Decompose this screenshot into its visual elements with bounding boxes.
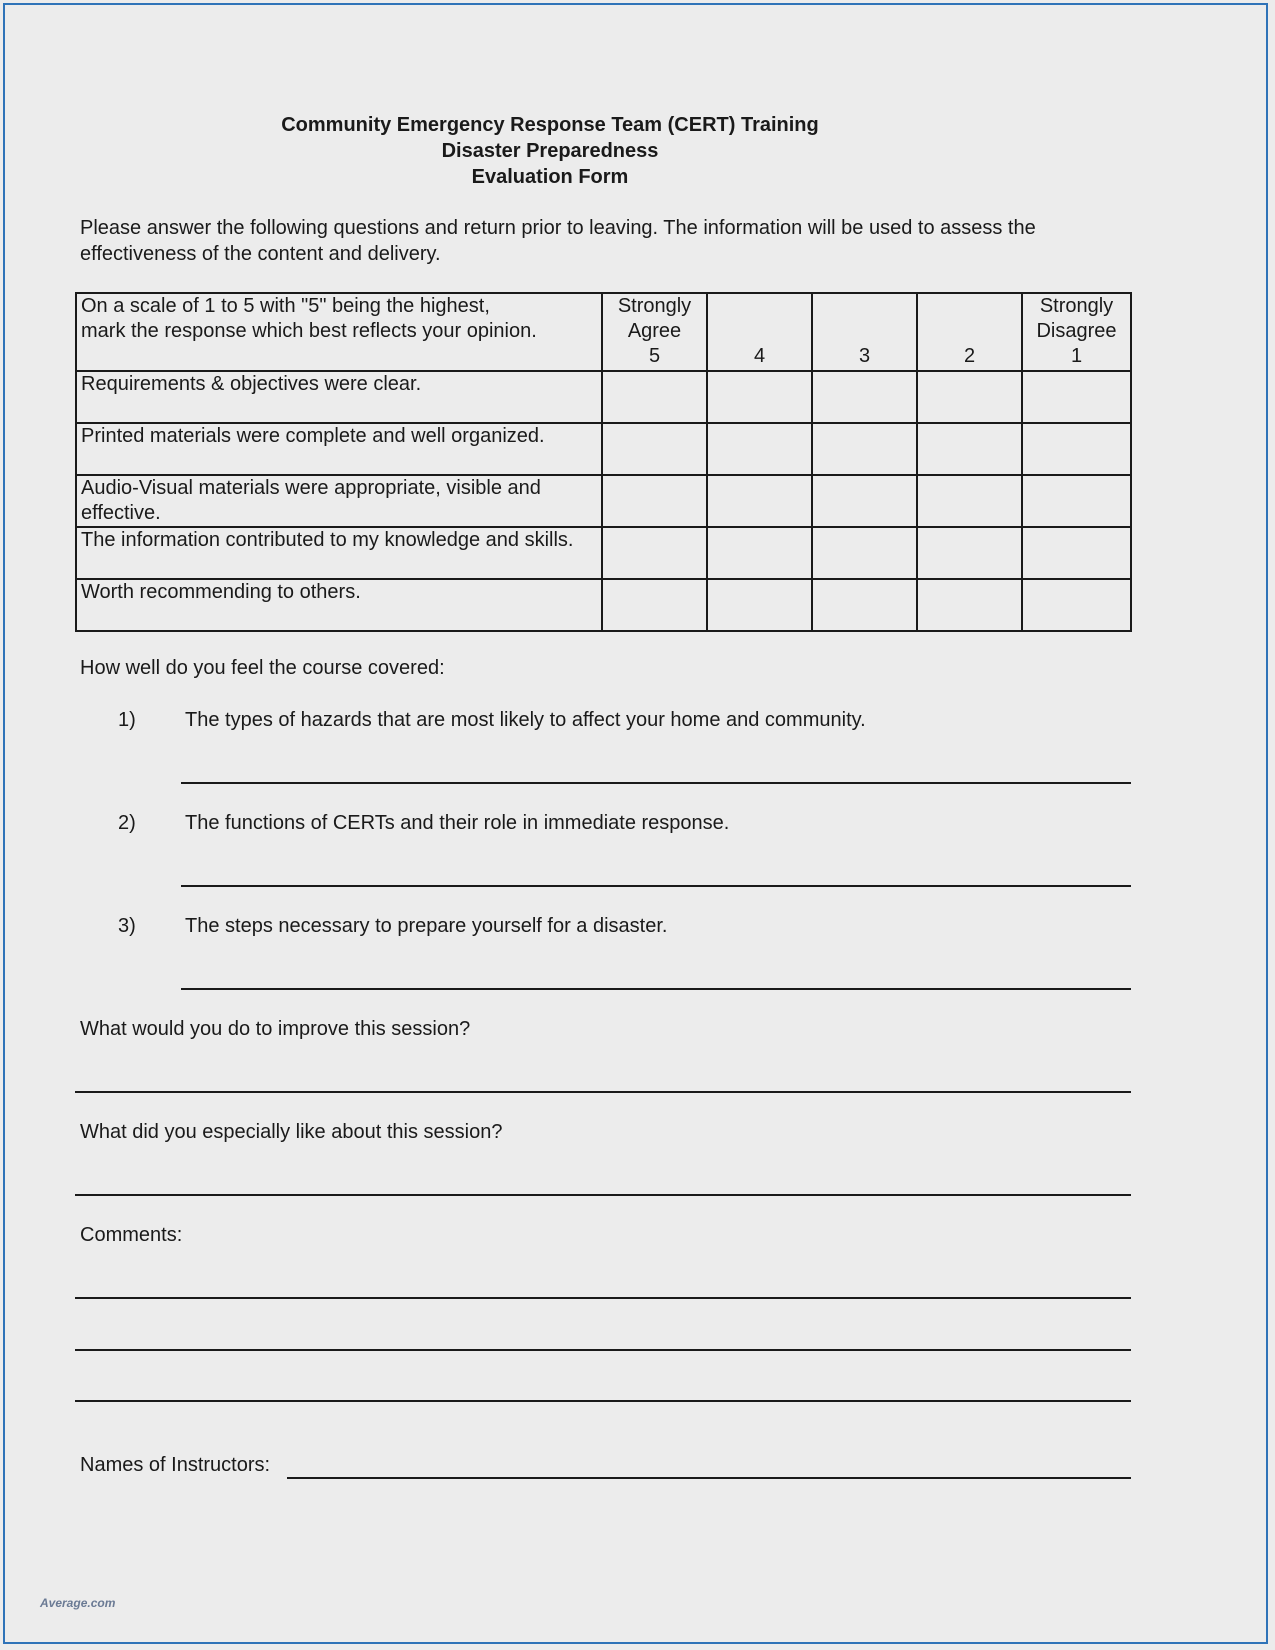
title-line-3: Evaluation Form (471, 166, 629, 188)
item-label: The information contributed to my knowledge and skills. (76, 527, 602, 579)
rating-cell-4[interactable] (707, 423, 812, 475)
instruction-line-2: mark the response which best reflects your opinion. (81, 320, 537, 342)
question-text-3: The steps necessary to prepare yourself for a disaster. (185, 915, 668, 937)
table-row (76, 527, 1131, 579)
improve-answer-line[interactable] (75, 1091, 1131, 1093)
comments-line-2[interactable] (75, 1349, 1131, 1351)
rating-cell-1[interactable] (1022, 527, 1131, 579)
rating-cell-5[interactable] (602, 579, 707, 631)
item-label: Requirements & objectives were clear. (76, 371, 602, 423)
question-number-1: 1) (118, 709, 136, 731)
answer-line-3[interactable] (181, 988, 1131, 990)
instruction-line-1: On a scale of 1 to 5 with "5" being the highest, (81, 295, 490, 317)
intro-text: Please answer the following questions and return prior to leaving. The information will be used to assess the effectiveness of the content and delivery. (80, 217, 1036, 265)
question-number-3: 3) (118, 915, 136, 937)
item-label: Printed materials were complete and well organized. (76, 423, 602, 475)
instructors-label: Names of Instructors: (80, 1454, 271, 1476)
comments-line-1[interactable] (75, 1297, 1131, 1299)
title-line-2: Disaster Preparedness (441, 140, 659, 162)
improve-question: What would you do to improve this session? (80, 1018, 471, 1040)
rating-cell-1[interactable] (1022, 579, 1131, 631)
rating-cell-3[interactable] (812, 527, 917, 579)
rating-cell-1[interactable] (1022, 371, 1131, 423)
title-line-1: Community Emergency Response Team (CERT) Training (281, 114, 819, 136)
rating-cell-4[interactable] (707, 371, 812, 423)
watermark-logo: Average.com (40, 1596, 116, 1610)
table-row (76, 423, 1131, 475)
table-row (76, 579, 1131, 631)
question-text-2: The functions of CERTs and their role in immediate response. (185, 812, 730, 834)
answer-line-2[interactable] (181, 885, 1131, 887)
rating-cell-3[interactable] (812, 579, 917, 631)
rating-cell-2[interactable] (917, 527, 1022, 579)
rating-instructions (76, 293, 602, 371)
table-row (76, 475, 1131, 527)
scale-header-5: Strongly Agree 5 (602, 293, 707, 371)
item-label: Worth recommending to others. (76, 579, 602, 631)
scale-header-3: 3 (812, 293, 917, 371)
rating-cell-4[interactable] (707, 475, 812, 527)
scale-header-1: Strongly Disagree 1 (1022, 293, 1131, 371)
rating-header-row (76, 293, 1131, 371)
item-label: Audio-Visual materials were appropriate, visible and effective. (76, 475, 602, 527)
table-row (76, 371, 1131, 423)
rating-cell-5[interactable] (602, 475, 707, 527)
rating-table (75, 292, 1132, 632)
rating-cell-2[interactable] (917, 579, 1022, 631)
rating-cell-1[interactable] (1022, 423, 1131, 475)
comments-label: Comments: (80, 1224, 183, 1246)
question-text-1: The types of hazards that are most likely to affect your home and community. (185, 709, 866, 731)
answer-line-1[interactable] (181, 782, 1131, 784)
rating-cell-5[interactable] (602, 423, 707, 475)
form-title (250, 112, 850, 190)
like-question: What did you especially like about this session? (80, 1121, 503, 1143)
coverage-heading: How well do you feel the course covered: (80, 657, 445, 679)
question-number-2: 2) (118, 812, 136, 834)
scale-header-2: 2 (917, 293, 1022, 371)
rating-cell-3[interactable] (812, 475, 917, 527)
rating-cell-5[interactable] (602, 527, 707, 579)
scale-header-4: 4 (707, 293, 812, 371)
rating-cell-1[interactable] (1022, 475, 1131, 527)
rating-cell-3[interactable] (812, 371, 917, 423)
rating-cell-2[interactable] (917, 371, 1022, 423)
rating-cell-4[interactable] (707, 527, 812, 579)
comments-line-3[interactable] (75, 1400, 1131, 1402)
rating-cell-4[interactable] (707, 579, 812, 631)
rating-cell-2[interactable] (917, 475, 1022, 527)
rating-cell-5[interactable] (602, 371, 707, 423)
rating-cell-2[interactable] (917, 423, 1022, 475)
rating-cell-3[interactable] (812, 423, 917, 475)
instructors-line[interactable] (287, 1477, 1131, 1479)
like-answer-line[interactable] (75, 1194, 1131, 1196)
